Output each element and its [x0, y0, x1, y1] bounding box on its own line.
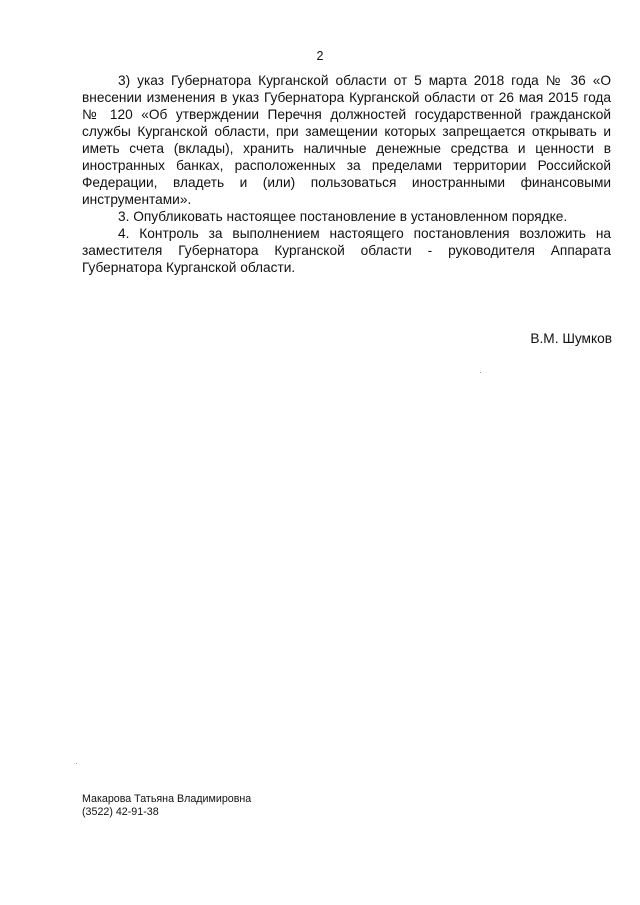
executor-phone: (3522) 42-91-38: [82, 806, 159, 818]
paragraph-control: 4. Контроль за выполнением настоящего постановления возложить на заместителя Губернатора Курганской области - руководителя Аппарата Губернатора Курганской области.: [82, 226, 611, 275]
document-body: [82, 72, 611, 276]
scan-speck: [480, 372, 481, 373]
scan-speck: [76, 763, 77, 764]
paragraph-publish: 3. Опубликовать настоящее постановление в установленном порядке.: [118, 209, 568, 224]
page-number: 2: [316, 49, 324, 63]
signature-name: В.М. Шумков: [530, 331, 612, 346]
executor-name: Макарова Татьяна Владимировна: [82, 793, 252, 805]
executor-block: [82, 793, 251, 819]
paragraph-item-3-decree: 3) указ Губернатора Курганской области от 5 марта 2018 года № 36 «О внесении изменения в указ Губернатора Курганской области от 26 мая 2015 года № 120 «Об утверждении Перечня должностей государственной гражданской службы Курганской области, при замещении которых запрещается открывать и иметь счета (вклады), хранить наличные денежные средства и ценности в иностранных банках, расположенных за пределами территории Российской Федерации, владеть и (или) пользоваться иностранными финансовыми инструментами».: [82, 73, 611, 207]
